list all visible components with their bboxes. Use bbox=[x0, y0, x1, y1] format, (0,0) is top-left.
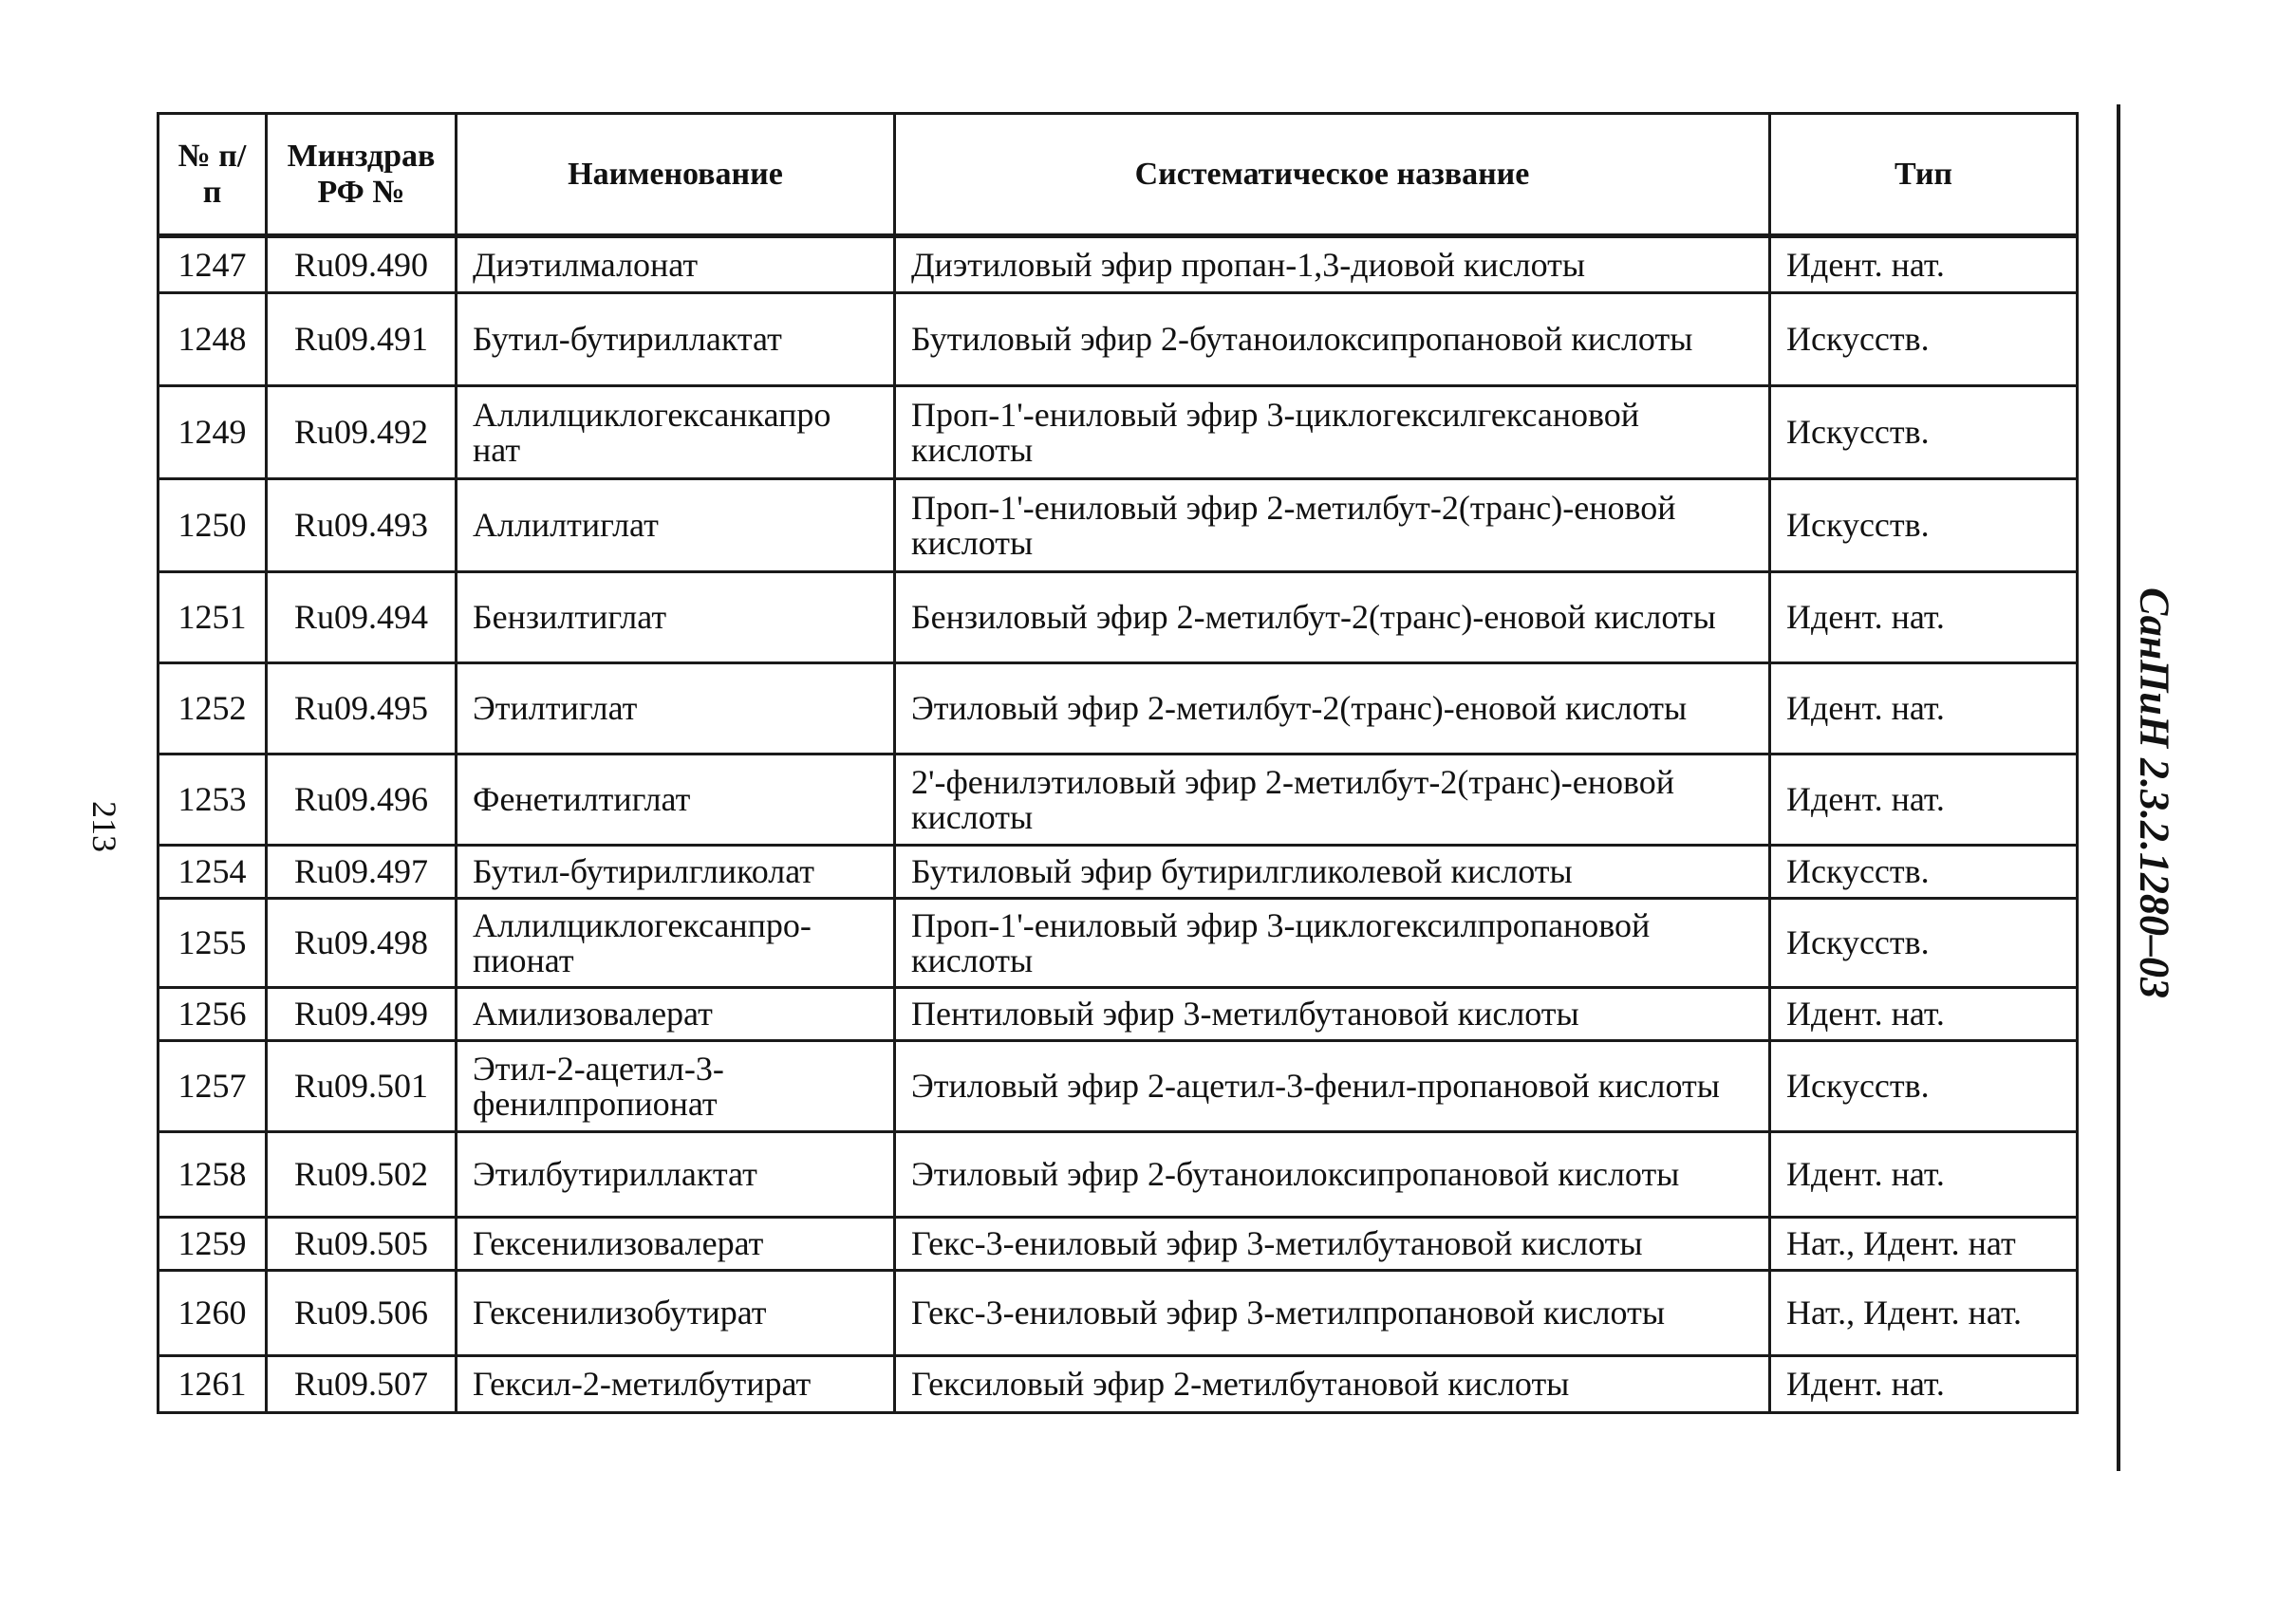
table-header bbox=[159, 114, 2078, 236]
table-row bbox=[159, 846, 2078, 899]
cell-systematic: Бензиловый эфир 2-метилбут-2(транс)-еновой кислоты bbox=[895, 572, 1770, 663]
cell-systematic: Бутиловый эфир 2-бутаноилоксипропановой кислоты bbox=[895, 293, 1770, 386]
cell-type: Искусств. bbox=[1770, 293, 2078, 386]
cell-name: Аллилциклогексанкапро нат bbox=[457, 386, 895, 479]
cell-code: Ru09.495 bbox=[267, 663, 457, 754]
cell-name: Гексенилизовалерат bbox=[457, 1218, 895, 1271]
cell-code: Ru09.502 bbox=[267, 1132, 457, 1218]
cell-type: Идент. нат. bbox=[1770, 663, 2078, 754]
cell-code: Ru09.507 bbox=[267, 1356, 457, 1413]
cell-systematic: Гексиловый эфир 2-метилбутановой кислоты bbox=[895, 1356, 1770, 1413]
cell-num: 1253 bbox=[159, 754, 267, 846]
cell-num: 1260 bbox=[159, 1271, 267, 1356]
cell-name: Бутил-бутириллактат bbox=[457, 293, 895, 386]
table-row bbox=[159, 572, 2078, 663]
cell-type: Искусств. bbox=[1770, 479, 2078, 572]
table-row bbox=[159, 293, 2078, 386]
header-type: Тип bbox=[1770, 114, 2078, 236]
cell-systematic: Бутиловый эфир бутирилгликолевой кислоты bbox=[895, 846, 1770, 899]
cell-systematic: Диэтиловый эфир пропан-1,3-диовой кислоты bbox=[895, 236, 1770, 293]
cell-type: Идент. нат. bbox=[1770, 1356, 2078, 1413]
cell-code: Ru09.498 bbox=[267, 899, 457, 988]
cell-num: 1250 bbox=[159, 479, 267, 572]
cell-name: Диэтилмалонат bbox=[457, 236, 895, 293]
cell-code: Ru09.491 bbox=[267, 293, 457, 386]
cell-type: Идент. нат. bbox=[1770, 988, 2078, 1041]
cell-name: Этил-2-ацетил-3-фенилпропионат bbox=[457, 1041, 895, 1132]
margin-rule bbox=[2117, 104, 2120, 1471]
cell-num: 1247 bbox=[159, 236, 267, 293]
cell-type: Нат., Идент. нат bbox=[1770, 1218, 2078, 1271]
table-row bbox=[159, 236, 2078, 293]
cell-num: 1261 bbox=[159, 1356, 267, 1413]
cell-name: Гексил-2-метилбутират bbox=[457, 1356, 895, 1413]
page-number: 213 bbox=[85, 801, 123, 852]
cell-num: 1251 bbox=[159, 572, 267, 663]
cell-code: Ru09.494 bbox=[267, 572, 457, 663]
cell-systematic: Этиловый эфир 2-ацетил-3-фенил-пропановой кислоты bbox=[895, 1041, 1770, 1132]
cell-num: 1257 bbox=[159, 1041, 267, 1132]
cell-name: Гексенилизобутират bbox=[457, 1271, 895, 1356]
cell-systematic: Гекс-3-ениловый эфир 3-метилбутановой кислоты bbox=[895, 1218, 1770, 1271]
cell-name: Бензилтиглат bbox=[457, 572, 895, 663]
cell-num: 1255 bbox=[159, 899, 267, 988]
table-row bbox=[159, 754, 2078, 846]
cell-code: Ru09.492 bbox=[267, 386, 457, 479]
cell-name: Фенетилтиглат bbox=[457, 754, 895, 846]
cell-type: Нат., Идент. нат. bbox=[1770, 1271, 2078, 1356]
running-header: СанПиН 2.3.2.1280–03 bbox=[2131, 587, 2178, 998]
table-row bbox=[159, 1218, 2078, 1271]
table-body bbox=[159, 236, 2078, 1413]
cell-num: 1256 bbox=[159, 988, 267, 1041]
cell-num: 1252 bbox=[159, 663, 267, 754]
cell-num: 1258 bbox=[159, 1132, 267, 1218]
cell-code: Ru09.501 bbox=[267, 1041, 457, 1132]
cell-systematic: Проп-1'-ениловый эфир 3-циклогексилгексановой кислоты bbox=[895, 386, 1770, 479]
cell-type: Идент. нат. bbox=[1770, 572, 2078, 663]
cell-type: Искусств. bbox=[1770, 899, 2078, 988]
header-num: № п/п bbox=[159, 114, 267, 236]
table-row bbox=[159, 1132, 2078, 1218]
header-row bbox=[159, 114, 2078, 236]
cell-name: Аллилциклогексанпро-пионат bbox=[457, 899, 895, 988]
table-row bbox=[159, 1041, 2078, 1132]
cell-name: Бутил-бутирилгликолат bbox=[457, 846, 895, 899]
substances-table bbox=[157, 112, 2079, 1414]
table-row bbox=[159, 988, 2078, 1041]
cell-num: 1249 bbox=[159, 386, 267, 479]
cell-code: Ru09.493 bbox=[267, 479, 457, 572]
cell-type: Искусств. bbox=[1770, 1041, 2078, 1132]
cell-num: 1254 bbox=[159, 846, 267, 899]
table-row bbox=[159, 663, 2078, 754]
cell-systematic: Этиловый эфир 2-метилбут-2(транс)-еновой кислоты bbox=[895, 663, 1770, 754]
cell-name: Аллилтиглат bbox=[457, 479, 895, 572]
cell-systematic: Проп-1'-ениловый эфир 2-метилбут-2(транс)-еновой кислоты bbox=[895, 479, 1770, 572]
cell-name: Амилизовалерат bbox=[457, 988, 895, 1041]
header-name: Наименование bbox=[457, 114, 895, 236]
table-row bbox=[159, 1271, 2078, 1356]
cell-code: Ru09.505 bbox=[267, 1218, 457, 1271]
cell-systematic: Пентиловый эфир 3-метилбутановой кислоты bbox=[895, 988, 1770, 1041]
cell-type: Идент. нат. bbox=[1770, 236, 2078, 293]
cell-systematic: Проп-1'-ениловый эфир 3-циклогексилпропановой кислоты bbox=[895, 899, 1770, 988]
cell-code: Ru09.506 bbox=[267, 1271, 457, 1356]
cell-code: Ru09.496 bbox=[267, 754, 457, 846]
table-row bbox=[159, 899, 2078, 988]
cell-name: Этилтиглат bbox=[457, 663, 895, 754]
cell-code: Ru09.499 bbox=[267, 988, 457, 1041]
substances-table-container bbox=[157, 112, 2076, 1414]
cell-systematic: 2'-фенилэтиловый эфир 2-метилбут-2(транс)-еновой кислоты bbox=[895, 754, 1770, 846]
table-row bbox=[159, 1356, 2078, 1413]
cell-num: 1259 bbox=[159, 1218, 267, 1271]
cell-type: Искусств. bbox=[1770, 846, 2078, 899]
cell-num: 1248 bbox=[159, 293, 267, 386]
cell-type: Идент. нат. bbox=[1770, 1132, 2078, 1218]
cell-code: Ru09.497 bbox=[267, 846, 457, 899]
cell-systematic: Этиловый эфир 2-бутаноилоксипропановой кислоты bbox=[895, 1132, 1770, 1218]
cell-code: Ru09.490 bbox=[267, 236, 457, 293]
table-row bbox=[159, 479, 2078, 572]
cell-systematic: Гекс-3-ениловый эфир 3-метилпропановой кислоты bbox=[895, 1271, 1770, 1356]
header-code: Минздрав РФ № bbox=[267, 114, 457, 236]
cell-type: Искусств. bbox=[1770, 386, 2078, 479]
cell-type: Идент. нат. bbox=[1770, 754, 2078, 846]
header-systematic: Систематическое название bbox=[895, 114, 1770, 236]
table-row bbox=[159, 386, 2078, 479]
cell-name: Этилбутириллактат bbox=[457, 1132, 895, 1218]
